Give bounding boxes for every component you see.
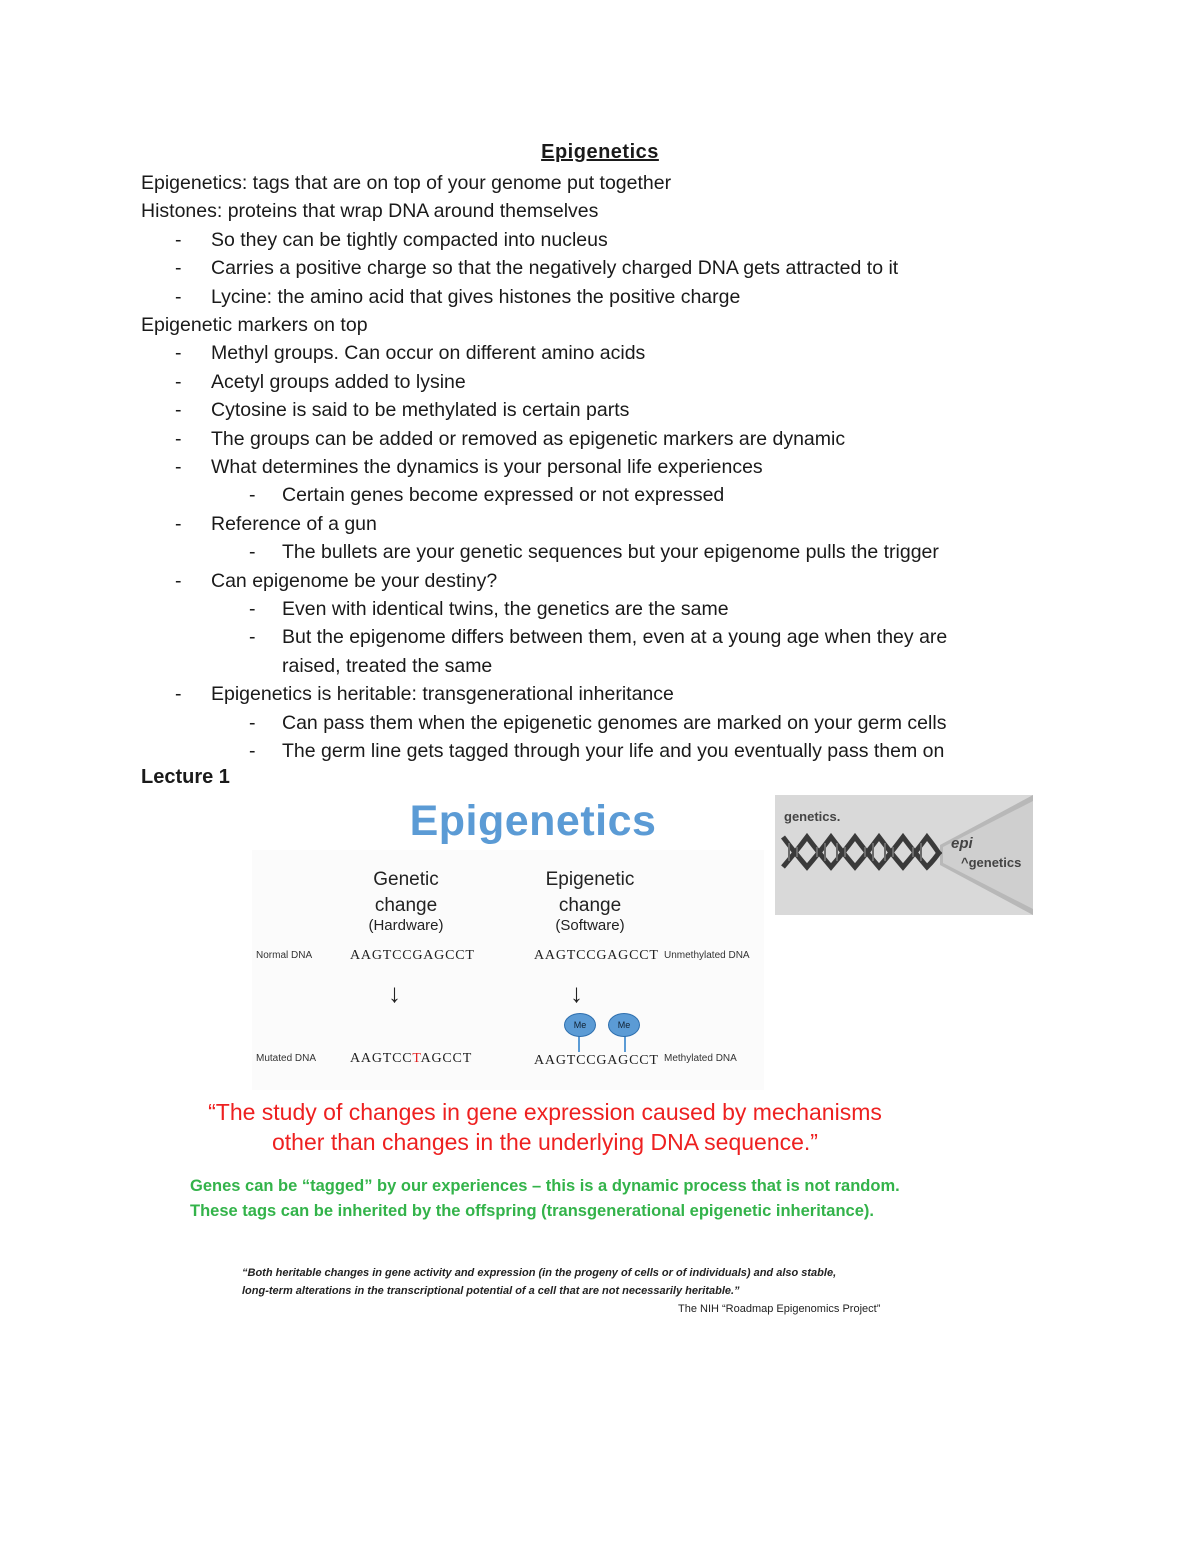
epi-label: epi xyxy=(951,835,973,852)
bullet-dash: - xyxy=(175,456,182,478)
bullet-item-text: Methyl groups. Can occur on different amino acids xyxy=(211,342,646,364)
methyl-blob: Me xyxy=(608,1013,640,1037)
bullet-item-text: The germ line gets tagged through your life and you eventually pass them on xyxy=(282,740,945,762)
note-line: Histones: proteins that wrap DNA around themselves xyxy=(141,200,599,222)
mutated-dna-label: Mutated DNA xyxy=(256,1053,317,1064)
note-line: Epigenetic markers on top xyxy=(141,314,368,336)
definition-quote-line1: “The study of changes in gene expression caused by mechanisms xyxy=(208,1099,882,1125)
bullet-dash: - xyxy=(249,484,256,506)
bullet-dash: - xyxy=(175,683,182,705)
methyl-blob: Me xyxy=(564,1013,596,1037)
methylated-dna-sequence: AAGTCCGAGCCT xyxy=(534,1053,659,1068)
normal-dna-sequence: AAGTCCGAGCCT xyxy=(350,948,475,963)
bullet-dash: - xyxy=(175,513,182,535)
bullet-dash: - xyxy=(175,257,182,279)
definition-quote-line2: other than changes in the underlying DNA sequence.” xyxy=(272,1129,818,1155)
bullet-dash: - xyxy=(249,712,256,734)
bullet-item-text: Even with identical twins, the genetics are the same xyxy=(282,598,729,620)
bullet-item-text: But the epigenome differs between them, even at a young age when they are xyxy=(282,626,948,648)
genetics-label: genetics. xyxy=(784,809,841,824)
methylated-dna-label: Methylated DNA xyxy=(664,1053,737,1064)
bullet-dash: - xyxy=(175,399,182,421)
epigenetic-change-subtitle: (Software) xyxy=(555,917,625,934)
genetic-change-heading-line1: Genetic xyxy=(373,869,439,890)
bullet-dash: - xyxy=(175,342,182,364)
bullet-item-text: Carries a positive charge so that the negatively charged DNA gets attracted to it xyxy=(211,257,899,279)
bullet-item-text: So they can be tightly compacted into nucleus xyxy=(211,229,608,251)
bullet-dash: - xyxy=(175,570,182,592)
bullet-item-text: What determines the dynamics is your personal life experiences xyxy=(211,456,763,478)
bullet-dash: - xyxy=(175,428,182,450)
bullet-item-text: Certain genes become expressed or not expressed xyxy=(282,484,725,506)
bullet-dash: - xyxy=(249,626,256,648)
bullet-item-text: raised, treated the same xyxy=(282,655,493,677)
bullet-dash: - xyxy=(175,371,182,393)
unmethylated-dna-label: Unmethylated DNA xyxy=(664,950,750,961)
mutated-base: T xyxy=(412,1051,421,1066)
bullet-dash: - xyxy=(175,229,182,251)
normal-dna-label: Normal DNA xyxy=(256,950,313,961)
tagged-genes-line1: Genes can be “tagged” by our experiences – this is a dynamic process that is not random. xyxy=(190,1177,900,1195)
nih-quote-line2: long-term alterations in the transcriptional potential of a cell that are not necessarily heritable.” xyxy=(242,1285,740,1297)
note-line: Epigenetics: tags that are on top of your genome put together xyxy=(141,172,672,194)
bullet-dash: - xyxy=(249,541,256,563)
bullet-item-text: Can epigenome be your destiny? xyxy=(211,570,498,592)
bullet-item-text: Reference of a gun xyxy=(211,513,377,535)
mutated-dna-sequence: AAGTCCTAGCCT xyxy=(350,1051,473,1066)
tagged-genes-line2: These tags can be inherited by the offspring (transgenerational epigenetic inheritance). xyxy=(190,1202,874,1220)
slide-title: Epigenetics xyxy=(409,797,657,845)
bullet-item-text: Epigenetics is heritable: transgenerational inheritance xyxy=(211,683,674,705)
methyl-groups xyxy=(560,1010,650,1056)
bullet-item-text: Acetyl groups added to lysine xyxy=(211,371,466,393)
dna-graphic xyxy=(775,795,1033,915)
bullet-dash: - xyxy=(175,286,182,308)
methylation-arrow: ↓ xyxy=(570,978,583,1008)
nih-attribution: The NIH “Roadmap Epigenomics Project” xyxy=(678,1303,881,1315)
document-title: Epigenetics xyxy=(541,141,659,163)
bullet-dash: - xyxy=(249,598,256,620)
bullet-item-text: The bullets are your genetic sequences but your epigenome pulls the trigger xyxy=(282,541,939,563)
bullet-item-text: The groups can be added or removed as epigenetic markers are dynamic xyxy=(211,428,846,450)
genetic-change-heading-line2: change xyxy=(374,895,438,916)
epigenetic-change-heading-line2: change xyxy=(558,895,622,916)
bullet-item-text: Cytosine is said to be methylated is certain parts xyxy=(211,399,630,421)
bullet-item-text: Can pass them when the epigenetic genomes are marked on your germ cells xyxy=(282,712,947,734)
section-heading: Lecture 1 xyxy=(141,766,230,788)
bullet-item-text: Lycine: the amino acid that gives histones the positive charge xyxy=(211,286,741,308)
mutation-arrow: ↓ xyxy=(388,978,401,1008)
epigenetics-label: ^genetics xyxy=(961,855,1022,870)
unmethylated-dna-sequence: AAGTCCGAGCCT xyxy=(534,948,659,963)
nih-quote-line1: “Both heritable changes in gene activity and expression (in the progeny of cells or of individuals) and also stable, xyxy=(242,1267,837,1279)
bullet-dash: - xyxy=(249,740,256,762)
epigenetic-change-heading-line1: Epigenetic xyxy=(545,869,635,890)
genetic-change-subtitle: (Hardware) xyxy=(368,917,444,934)
